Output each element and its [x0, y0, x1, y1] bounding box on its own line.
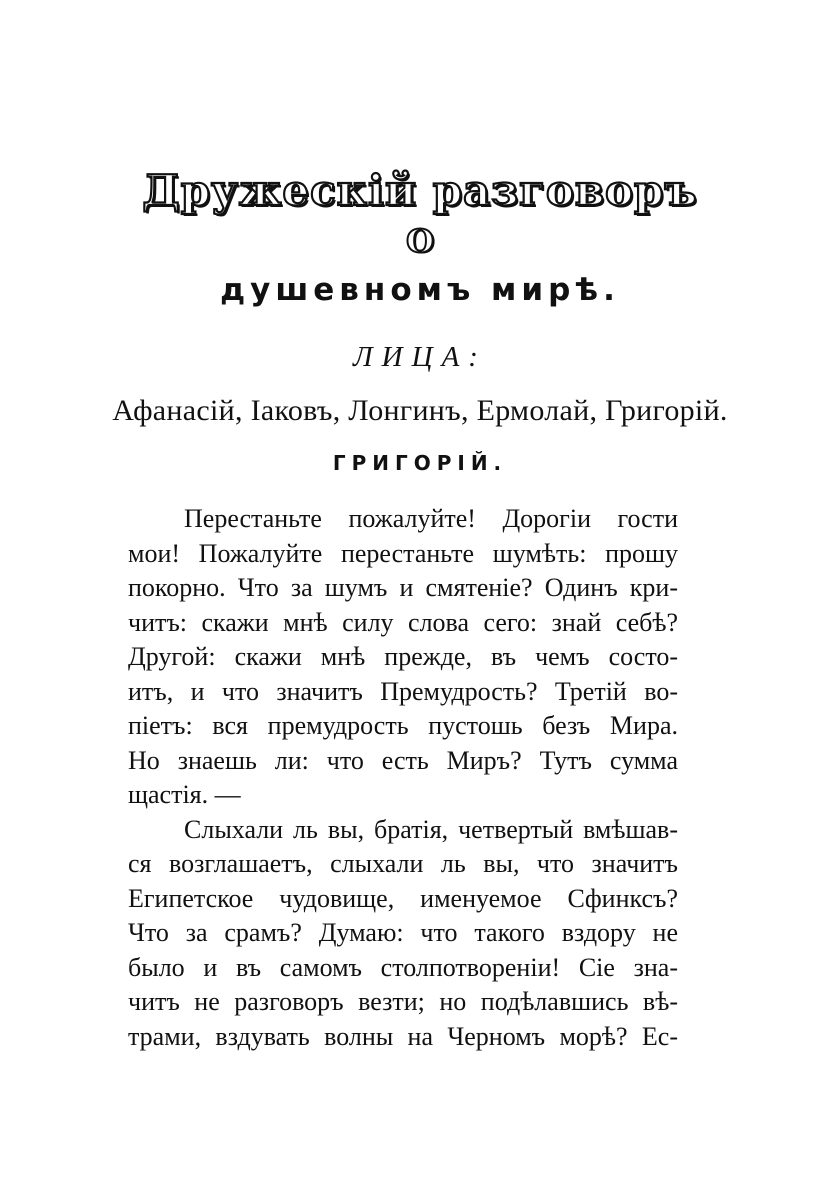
text-line: Египетское чудовище, именуемое Сфинксъ?: [128, 883, 678, 913]
title-line-1: Дружескій разговоръ: [142, 166, 698, 215]
text-line: ся возглашаетъ, слыхали ль вы, что значитъ: [128, 849, 678, 878]
text-line: читъ: скажи мнѣ силу слова сего: знай себѣ?: [128, 607, 678, 637]
text-line: Слыхали ль вы, братія, четвертый вмѣшав-: [184, 814, 678, 844]
text-line: было и въ самомъ столпотвореніи! Сіе зна-: [128, 952, 678, 982]
text-line: Перестаньте пожалуйте! Дорогіи гости: [184, 504, 678, 533]
text-line: Что за срамъ? Думаю: что такого вздору не: [128, 918, 678, 947]
text-line: щастія. —: [128, 780, 241, 809]
text-line: мои! Пожалуйте перестаньте шумѣть: прошу: [128, 538, 678, 568]
title-line-3: душевномъ мирѣ.: [220, 272, 620, 308]
text-line: итъ, и что значитъ Премудрость? Третій во-: [128, 676, 678, 706]
title-line-2: О: [406, 222, 434, 260]
text-line: Но знаешь ли: что есть Миръ? Тутъ сумма: [128, 745, 678, 775]
text-line: піетъ: вся премудрость пустошь безъ Мира.: [128, 711, 678, 740]
text-line: Другой: скажи мнѣ прежде, въ чемъ состо-: [128, 642, 678, 671]
text-line: трами, вздувать волны на Черномъ морѣ? Ес-: [128, 1021, 678, 1051]
text-line: покорно. Что за шумъ и смятеніе? Одинъ кри-: [128, 573, 678, 602]
speaker-name: ГРИГОРІЙ.: [332, 451, 508, 475]
text-line: читъ не разговоръ везти; но подѣлавшись вѣ-: [128, 987, 678, 1016]
body-text: [128, 502, 678, 1054]
persons-list: Афанасій, Іаковъ, Лонгинъ, Ермолай, Григорій.: [112, 394, 728, 427]
persons-heading: ЛИЦА:: [353, 341, 487, 373]
